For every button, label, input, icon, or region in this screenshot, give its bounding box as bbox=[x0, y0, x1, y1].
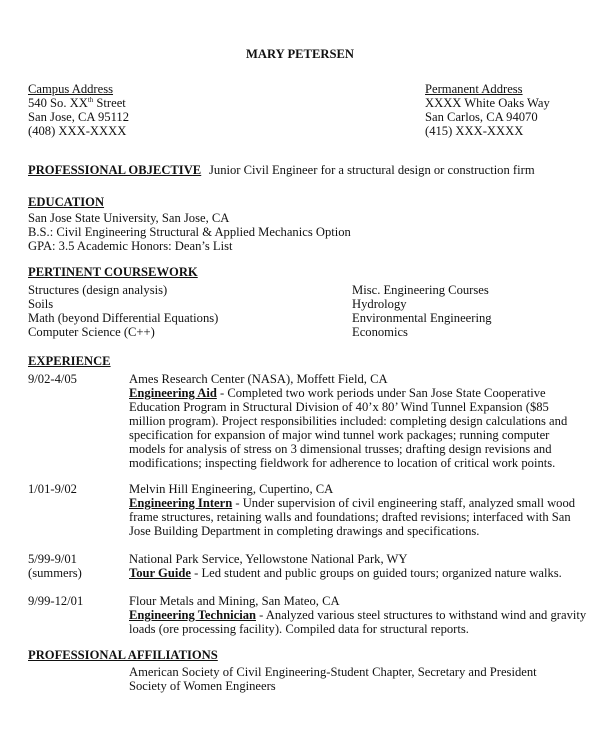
job-description-line: million program). Project responsibilities included: completing design calculations and bbox=[129, 414, 568, 428]
job-entry bbox=[129, 372, 567, 470]
education-heading: EDUCATION bbox=[28, 195, 105, 209]
course-item: Structures (design analysis) bbox=[28, 283, 168, 297]
coursework-left bbox=[28, 283, 218, 339]
job-dates: 1/01-9/02 bbox=[28, 482, 77, 496]
campus-street: 540 So. XXth Street bbox=[28, 96, 126, 110]
job-title: Engineering Intern bbox=[129, 496, 233, 510]
permanent-city: San Carlos, CA 94070 bbox=[425, 110, 538, 124]
job-dates: 5/99-9/01 (summers) bbox=[28, 552, 82, 580]
resume-name: MARY PETERSEN bbox=[246, 47, 354, 61]
education-line: B.S.: Civil Engineering Structural & Applied Mechanics Option bbox=[28, 225, 351, 239]
permanent-address bbox=[425, 82, 550, 138]
job-employer: Melvin Hill Engineering, Cupertino, CA bbox=[129, 482, 334, 496]
job-title-line: Engineering Technician - Analyzed various steel structures to withstand wind and gravity bbox=[129, 608, 587, 622]
job-title-line: Tour Guide - Led student and public groups on guided tours; organized nature walks. bbox=[129, 566, 562, 580]
permanent-phone: (415) XXX-XXXX bbox=[425, 124, 524, 138]
campus-phone: (408) XXX-XXXX bbox=[28, 124, 127, 138]
job-title-line: Engineering Aid - Completed two work periods under San Jose State Cooperative bbox=[129, 386, 546, 400]
objective-text: Junior Civil Engineer for a structural design or construction firm bbox=[209, 163, 535, 177]
coursework-heading: PERTINENT COURSEWORK bbox=[28, 265, 198, 279]
job-employer: Flour Metals and Mining, San Mateo, CA bbox=[129, 594, 340, 608]
job-description-line: specification for expansion of major wind tunnel work packages; running computer bbox=[129, 428, 550, 442]
job-entry bbox=[129, 552, 562, 580]
job-title-line: Engineering Intern - Under supervision of civil engineering staff, analyzed small wood bbox=[129, 496, 576, 510]
job-title: Engineering Technician bbox=[129, 608, 257, 622]
campus-address bbox=[28, 82, 129, 138]
education-details bbox=[28, 211, 351, 253]
job-title: Tour Guide bbox=[129, 566, 191, 580]
job-employer: National Park Service, Yellowstone National Park, WY bbox=[129, 552, 408, 566]
job-description-line: models for analysis of stress on 3 dimensional trusses; drafting design revisions and bbox=[129, 442, 552, 456]
affiliation-item: American Society of Civil Engineering-Student Chapter, Secretary and President bbox=[129, 665, 537, 679]
course-item: Misc. Engineering Courses bbox=[352, 283, 489, 297]
job-description-line: Jose Building Department in completing drawings and specifications. bbox=[129, 524, 480, 538]
job-entry bbox=[129, 482, 575, 538]
job-title: Engineering Aid bbox=[129, 386, 217, 400]
education-line: GPA: 3.5 Academic Honors: Dean’s List bbox=[28, 239, 233, 253]
affiliation-item: Society of Women Engineers bbox=[129, 679, 276, 693]
education-line: San Jose State University, San Jose, CA bbox=[28, 211, 230, 225]
experience-heading: EXPERIENCE bbox=[28, 354, 111, 368]
job-entry bbox=[129, 594, 586, 636]
campus-city: San Jose, CA 95112 bbox=[28, 110, 129, 124]
course-item: Soils bbox=[28, 297, 54, 311]
course-item: Math (beyond Differential Equations) bbox=[28, 311, 219, 325]
objective-heading: PROFESSIONAL OBJECTIVE bbox=[28, 163, 202, 177]
course-item: Environmental Engineering bbox=[352, 311, 492, 325]
job-description-line: frame structures, retaining walls and foundations; drafted revisions; interfaced with San bbox=[129, 510, 571, 524]
job-employer: Ames Research Center (NASA), Moffett Field, CA bbox=[129, 372, 388, 386]
job-description-line: Education Program in Structural Division of 40’x 80’ Wind Tunnel Expansion ($85 bbox=[129, 400, 549, 414]
affiliations-list bbox=[129, 665, 537, 693]
job-dates: 9/02-4/05 bbox=[28, 372, 77, 386]
permanent-street: XXXX White Oaks Way bbox=[425, 96, 550, 110]
course-item: Economics bbox=[352, 325, 408, 339]
campus-address-heading: Campus Address bbox=[28, 82, 114, 96]
course-item: Hydrology bbox=[352, 297, 407, 311]
job-dates: 9/99-12/01 bbox=[28, 594, 84, 608]
affiliations-heading: PROFESSIONAL AFFILIATIONS bbox=[28, 648, 218, 662]
job-description-line: loads (ore processing facility). Compiled data for structural reports. bbox=[129, 622, 469, 636]
job-description-line: modifications; inspecting fieldwork for adherence to location of critical work points. bbox=[129, 456, 556, 470]
permanent-address-heading: Permanent Address bbox=[425, 82, 523, 96]
course-item: Computer Science (C++) bbox=[28, 325, 155, 339]
coursework-right bbox=[352, 283, 492, 339]
